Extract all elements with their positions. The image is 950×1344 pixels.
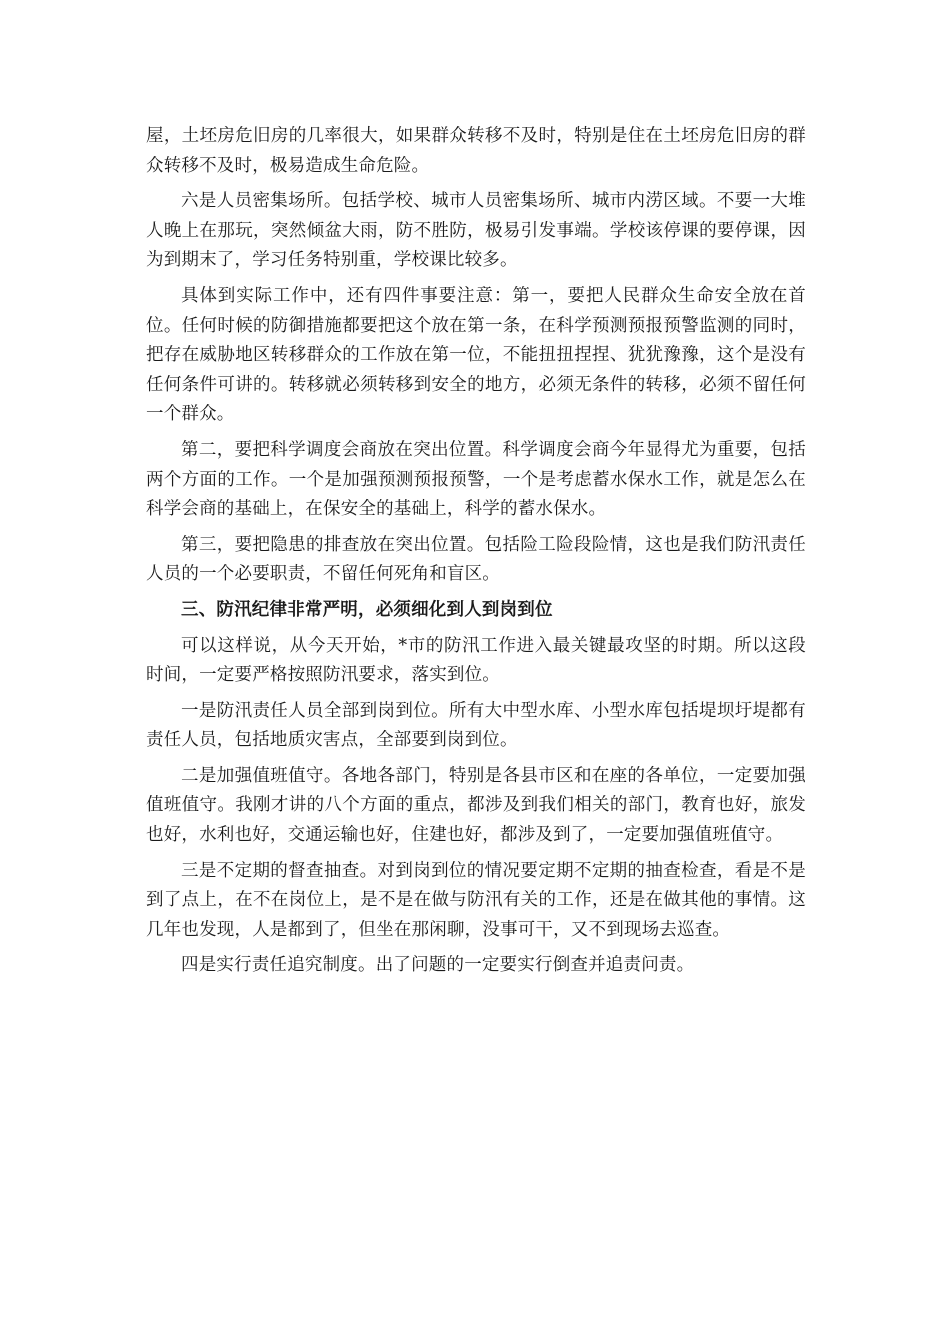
- paragraph-item-three: 三是不定期的督查抽查。对到岗到位的情况要定期不定期的抽查检查，看是不是到了点上，在不在岗位上，是不是在做与防汛有关的工作，还是在做其他的事情。这几年也发现，人是都到了，但坐在那闲聊，没事可干，又不到现场去巡查。: [146, 860, 806, 940]
- paragraph-four-points: 具体到实际工作中，还有四件事要注意：第一，要把人民群众生命安全放在首位。任何时候的防御措施都要把这个放在第一条，在科学预测预报预警监测的同时，把存在威胁地区转移群众的工作放在第一位，不能扭扭捏捏、犹犹豫豫，这个是没有任何条件可讲的。转移就必须转移到安全的地方，必须无条件的转移，必须不留任何一个群众。: [146, 285, 806, 425]
- paragraph-second-point: 第二，要把科学调度会商放在突出位置。科学调度会商今年显得尤为重要，包括两个方面的工作。一个是加强预测预报预警，一个是考虑蓄水保水工作，就是怎么在科学会商的基础上，在保安全的基础上，科学的蓄水保水。: [146, 439, 806, 520]
- paragraph-continuation: 屋，土坯房危旧房的几率很大，如果群众转移不及时，特别是住在土坯房危旧房的群众转移不及时，极易造成生命危险。: [146, 126, 806, 176]
- paragraph-crowded-places: 六是人员密集场所。包括学校、城市人员密集场所、城市内涝区域。不要一大堆人晚上在那玩，突然倾盆大雨，防不胜防，极易引发事端。学校该停课的要停课，因为到期末了，学习任务特别重，学校课比较多。: [146, 191, 806, 271]
- paragraph-item-four: 四是实行责任追究制度。出了问题的一定要实行倒查并追责问责。: [181, 955, 695, 976]
- document-body: [146, 122, 806, 987]
- paragraph-item-two: 二是加强值班值守。各地各部门，特别是各县市区和在座的各单位，一定要加强值班值守。我刚才讲的八个方面的重点，都涉及到我们相关的部门，教育也好，旅发也好，水利也好，交通运输也好，住建也好，都涉及到了，一定要加强值班值守。: [146, 765, 806, 846]
- paragraph-item-one: 一是防汛责任人员全部到岗到位。所有大中型水库、小型水库包括堤坝圩堤都有责任人员，包括地质灾害点，全部要到岗到位。: [146, 700, 806, 751]
- paragraph-third-point: 第三，要把隐患的排查放在突出位置。包括险工险段险情，这也是我们防汛责任人员的一个必要职责，不留任何死角和盲区。: [146, 534, 806, 585]
- section-heading: 三、防汛纪律非常严明，必须细化到人到岗到位: [181, 599, 553, 620]
- paragraph-intro: 可以这样说，从今天开始，*市的防汛工作进入最关键最攻坚的时期。所以这段时间，一定要严格按照防汛要求，落实到位。: [146, 635, 806, 686]
